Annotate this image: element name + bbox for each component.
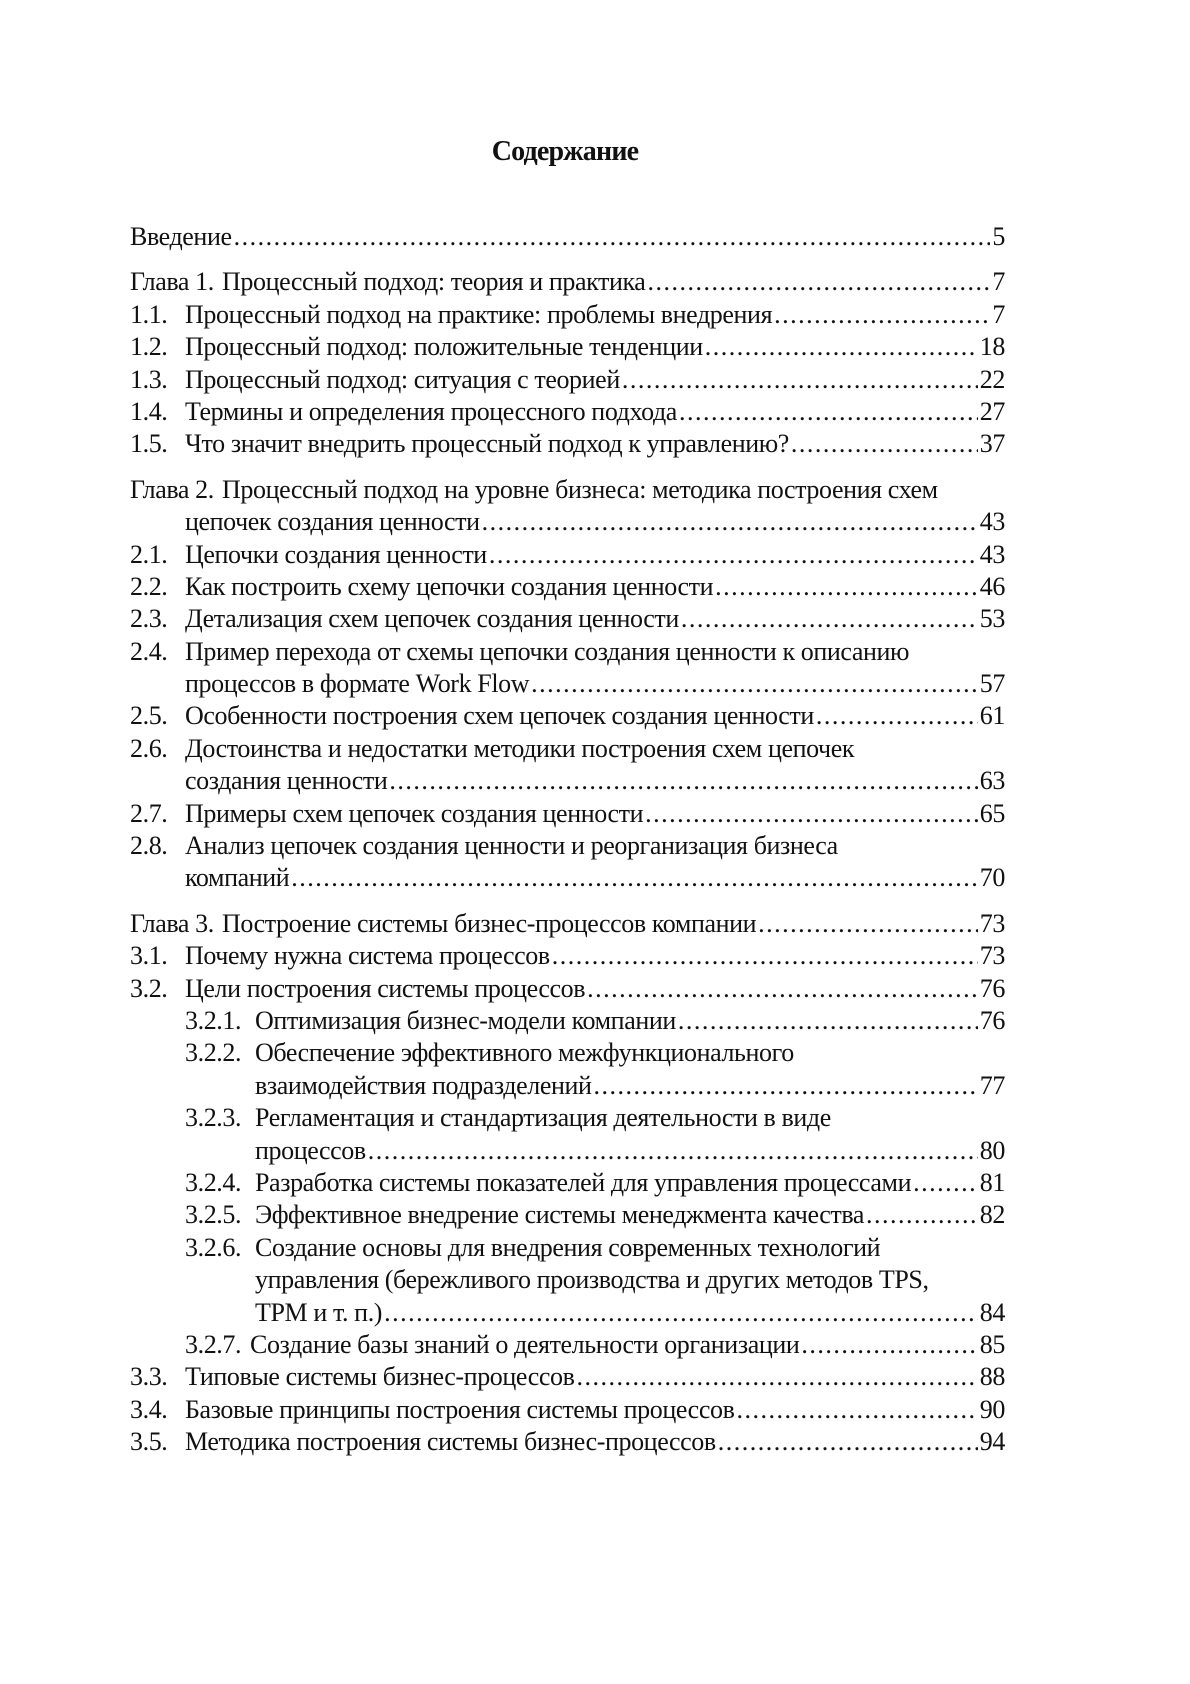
page-number: 81	[979, 1167, 1005, 1197]
toc-entry[interactable]	[130, 1361, 1005, 1393]
toc-line	[130, 798, 1005, 830]
toc-entry[interactable]	[130, 299, 1005, 331]
toc-line	[130, 700, 1005, 732]
page-number: 46	[979, 571, 1005, 601]
toc-line	[130, 539, 1005, 571]
entry-title: Почему нужна система процессов	[185, 941, 550, 971]
entry-title: Примеры схем цепочек создания ценности	[185, 798, 644, 828]
entry-title: Создание основы для внедрения современных технологий	[255, 1232, 881, 1262]
entry-title: Типовые системы бизнес-процессов	[185, 1362, 575, 1392]
entry-number: 2.5.	[130, 701, 168, 731]
entry-number: 2.3.	[130, 604, 168, 634]
dot-leader	[718, 1426, 978, 1458]
page-number: 76	[979, 973, 1005, 1003]
toc-entry[interactable]	[130, 940, 1005, 972]
toc-line	[130, 221, 1005, 253]
toc-line	[130, 1361, 1005, 1393]
page-number: 88	[979, 1362, 1005, 1392]
page-number: 65	[979, 798, 1005, 828]
page-number: 70	[979, 863, 1005, 893]
entry-title: взаимодействия подразделений	[255, 1070, 592, 1100]
toc-entry[interactable]	[130, 396, 1005, 428]
entry-title: Процессный подход: ситуация с теорией	[185, 364, 620, 394]
entry-title: Оптимизация бизнес-модели компании	[255, 1005, 676, 1035]
entry-title: Создание базы знаний о деятельности организации	[250, 1329, 800, 1359]
toc-line	[130, 862, 1005, 894]
entry-title: Регламентация и стандартизация деятельности в виде	[255, 1103, 831, 1133]
entry-title: Разработка системы показателей для управления процессами	[255, 1167, 912, 1197]
toc-line	[130, 1070, 1005, 1102]
toc-entry[interactable]	[130, 1426, 1005, 1458]
dot-leader	[736, 1394, 977, 1426]
toc-line	[130, 668, 1005, 700]
toc-line	[130, 1297, 1005, 1329]
entry-number: 3.2.2.	[185, 1038, 242, 1068]
dot-leader	[645, 798, 978, 830]
dot-leader	[866, 1199, 978, 1231]
toc-entry[interactable]	[130, 1232, 1005, 1329]
toc-line	[130, 266, 1005, 298]
entry-title: Построение системы бизнес-процессов компании	[222, 908, 757, 938]
entry-title: Особенности построения схем цепочек создания ценности	[185, 701, 814, 731]
page-number: 61	[979, 701, 1005, 731]
toc-line	[130, 474, 1005, 506]
entry-title: TPM и т. п.)	[255, 1297, 383, 1327]
toc-line	[130, 364, 1005, 396]
entry-title: Как построить схему цепочки создания ценности	[185, 571, 714, 601]
dot-leader	[816, 700, 978, 732]
dot-leader	[482, 506, 978, 538]
dot-leader	[622, 364, 978, 396]
toc-entry[interactable]	[130, 1005, 1005, 1037]
entry-number: 2.7.	[130, 798, 168, 828]
toc-line	[130, 733, 1005, 765]
entry-number: 2.1.	[130, 539, 168, 569]
entry-title: управления (бережливого производства и других методов TPS,	[255, 1265, 929, 1295]
page-number: 43	[979, 539, 1005, 569]
entry-title: цепочек создания ценности	[185, 507, 480, 537]
dot-leader	[678, 1005, 978, 1037]
entry-title: Эффективное внедрение системы менеджмента качества	[255, 1200, 865, 1230]
toc-line	[130, 908, 1005, 940]
toc-entry[interactable]	[130, 364, 1005, 396]
toc-entry[interactable]	[130, 700, 1005, 732]
toc-line	[130, 299, 1005, 331]
entry-number: 3.1.	[130, 941, 168, 971]
toc-line	[130, 1005, 1005, 1037]
toc-line	[130, 1199, 1005, 1231]
page-number: 73	[979, 941, 1005, 971]
page-number: 77	[979, 1070, 1005, 1100]
entry-number: 2.6.	[130, 733, 168, 763]
page-number: 18	[979, 332, 1005, 362]
entry-number: 3.2.4.	[185, 1167, 242, 1197]
entry-number: 1.1.	[130, 299, 168, 329]
entry-title: Термины и определения процессного подхода	[185, 396, 677, 426]
dot-leader	[594, 1070, 978, 1102]
toc-entry[interactable]	[130, 474, 1005, 539]
entry-number: 2.4.	[130, 636, 168, 666]
page-number: 85	[979, 1329, 1005, 1359]
entry-title: Процессный подход: положительные тенденции	[185, 332, 703, 362]
entry-number: 3.2.	[130, 973, 168, 1003]
entry-number: Глава 1.	[130, 267, 214, 297]
entry-number: 3.2.1.	[185, 1005, 242, 1035]
toc-entry[interactable]	[130, 733, 1005, 798]
page-number: 5	[992, 222, 1005, 251]
toc-entry[interactable]	[130, 1102, 1005, 1167]
toc-line	[130, 1394, 1005, 1426]
toc-entry[interactable]	[130, 603, 1005, 635]
toc-entry[interactable]	[130, 798, 1005, 830]
entry-title: Детализация схем цепочек создания ценности	[185, 604, 679, 634]
dot-leader	[679, 396, 978, 428]
toc-line	[130, 765, 1005, 797]
toc-line	[130, 1167, 1005, 1199]
entry-title: компаний	[185, 863, 290, 893]
entry-number: 1.3.	[130, 364, 168, 394]
toc-entry[interactable]	[130, 973, 1005, 1005]
dot-leader	[234, 221, 991, 253]
page-number: 7	[992, 299, 1005, 329]
page-number: 37	[979, 429, 1005, 459]
page-title: Содержание	[491, 136, 639, 167]
dot-leader	[389, 765, 977, 797]
dot-leader	[774, 299, 990, 331]
dot-leader	[291, 862, 978, 894]
dot-leader	[647, 266, 990, 298]
toc-entry[interactable]	[130, 1167, 1005, 1199]
page-number: 73	[979, 908, 1005, 938]
entry-number: 1.5.	[130, 429, 168, 459]
entry-title: Что значит внедрить процессный подход к управлению?	[185, 429, 789, 459]
toc-line	[130, 1037, 1005, 1069]
toc-entry[interactable]	[130, 1329, 1005, 1361]
entry-title: Обеспечение эффективного межфункционального	[255, 1038, 794, 1068]
entry-title: Процессный подход: теория и практика	[222, 267, 646, 297]
entry-number: 3.5.	[130, 1427, 168, 1457]
dot-leader	[681, 603, 978, 635]
toc-line	[130, 973, 1005, 1005]
page-number: 90	[979, 1394, 1005, 1424]
entry-number: 2.2.	[130, 571, 168, 601]
dot-leader	[489, 539, 978, 571]
toc-line	[130, 1329, 1005, 1361]
entry-title: создания ценности	[185, 766, 388, 796]
page-number: 57	[979, 669, 1005, 699]
toc-entry[interactable]	[130, 221, 1005, 253]
entry-title: процессов	[255, 1135, 366, 1165]
entry-title: Цепочки создания ценности	[185, 539, 487, 569]
page-number: 7	[992, 267, 1005, 297]
toc-line	[130, 603, 1005, 635]
dot-leader	[913, 1167, 978, 1199]
page-number: 82	[979, 1200, 1005, 1230]
dot-leader	[384, 1297, 978, 1329]
entry-number: 2.8.	[130, 831, 168, 861]
entry-title: Достоинства и недостатки методики построения схем цепочек	[185, 733, 855, 763]
dot-leader	[758, 908, 978, 940]
toc-entry[interactable]	[130, 908, 1005, 940]
page-number: 27	[979, 396, 1005, 426]
toc-line	[130, 1232, 1005, 1264]
page-number: 80	[979, 1135, 1005, 1165]
toc-entry[interactable]	[130, 830, 1005, 895]
toc-line	[130, 830, 1005, 862]
entry-title: Методика построения системы бизнес-процессов	[185, 1427, 716, 1457]
entry-number: 3.2.5.	[185, 1200, 242, 1230]
table-of-contents	[130, 221, 1005, 1458]
toc-entry[interactable]	[130, 1037, 1005, 1102]
entry-number: 1.2.	[130, 332, 168, 362]
page-number: 22	[979, 364, 1005, 394]
dot-leader	[587, 973, 978, 1005]
toc-line	[130, 1426, 1005, 1458]
toc-entry[interactable]	[130, 539, 1005, 571]
entry-number: 3.2.3.	[185, 1103, 242, 1133]
entry-title: Процессный подход на уровне бизнеса: методика построения схем	[222, 474, 938, 504]
toc-entry[interactable]	[130, 1199, 1005, 1231]
dot-leader	[552, 940, 978, 972]
entry-number: 3.2.7.	[185, 1329, 242, 1359]
toc-line	[130, 1102, 1005, 1134]
toc-entry[interactable]	[130, 266, 1005, 298]
page-number: 53	[979, 604, 1005, 634]
dot-leader	[801, 1329, 977, 1361]
dot-leader	[715, 571, 978, 603]
entry-title: процессов в формате Work Flow	[185, 669, 530, 699]
entry-title: Пример перехода от схемы цепочки создания ценности к описанию	[185, 636, 910, 666]
toc-line	[130, 428, 1005, 460]
toc-line	[130, 506, 1005, 538]
dot-leader	[368, 1135, 978, 1167]
dot-leader	[705, 331, 978, 363]
page-number: 94	[979, 1427, 1005, 1457]
toc-entry[interactable]	[130, 1394, 1005, 1426]
entry-number: Глава 2.	[130, 474, 214, 504]
toc-line	[130, 396, 1005, 428]
toc-line	[130, 1135, 1005, 1167]
entry-title: Базовые принципы построения системы процессов	[185, 1394, 735, 1424]
page-number: 76	[979, 1005, 1005, 1035]
toc-line	[130, 940, 1005, 972]
toc-line	[130, 1264, 1005, 1296]
dot-leader	[531, 668, 978, 700]
toc-line	[130, 571, 1005, 603]
entry-number: 3.3.	[130, 1362, 168, 1392]
page-number: 63	[979, 766, 1005, 796]
entry-number: 3.4.	[130, 1394, 168, 1424]
entry-title: Анализ цепочек создания ценности и реорганизация бизнеса	[185, 831, 838, 861]
toc-entry[interactable]	[130, 571, 1005, 603]
toc-entry[interactable]	[130, 428, 1005, 460]
page-number: 84	[979, 1297, 1005, 1327]
toc-line	[130, 331, 1005, 363]
entry-number: 1.4.	[130, 396, 168, 426]
entry-number: 3.2.6.	[185, 1232, 242, 1262]
toc-entry[interactable]	[130, 636, 1005, 701]
entry-title: Процессный подход на практике: проблемы внедрения	[185, 299, 773, 329]
page-number: 43	[979, 507, 1005, 537]
toc-line	[130, 636, 1005, 668]
dot-leader	[791, 428, 978, 460]
entry-number: Глава 3.	[130, 908, 214, 938]
entry-title: Цели построения системы процессов	[185, 973, 586, 1003]
entry-title: Введение	[130, 222, 232, 251]
toc-entry[interactable]	[130, 331, 1005, 363]
dot-leader	[576, 1361, 977, 1393]
